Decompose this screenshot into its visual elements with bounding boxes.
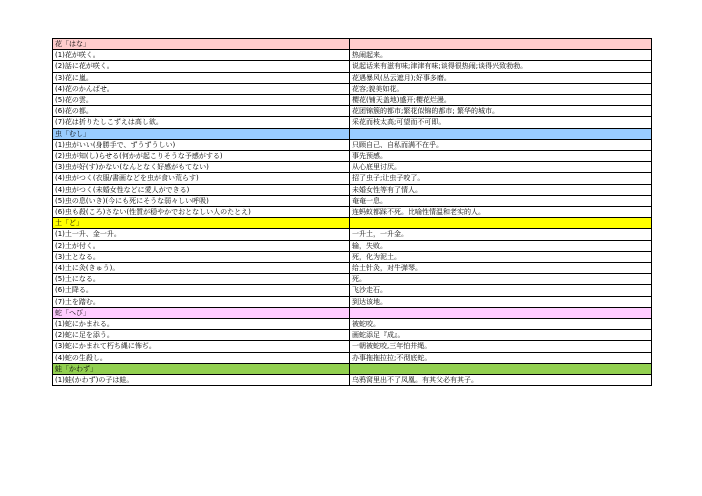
japanese-phrase-cell: (1)虫がいい(身勝手で、ずうずうしい) [53, 139, 350, 150]
table-row [53, 274, 652, 285]
chinese-meaning-cell: 花容;貌美如花。 [350, 83, 652, 94]
table-row [53, 83, 652, 94]
table-row [53, 195, 652, 206]
table-row [53, 296, 652, 307]
chinese-meaning-cell: 连蚂蚁都踩不死。比喻性情温和老实的人。 [350, 207, 652, 218]
section-header-hebi [53, 307, 652, 318]
japanese-phrase-cell: (5)花の雲。 [53, 95, 350, 106]
section-title-blank [350, 363, 652, 374]
japanese-phrase-cell: (4)花のかんばせ。 [53, 83, 350, 94]
japanese-phrase-cell: (7)花は折りたしこずえは高し欲。 [53, 117, 350, 128]
japanese-phrase-cell: (2)土が付く。 [53, 240, 350, 251]
japanese-phrase-cell: (1)蛇にかまれる。 [53, 319, 350, 330]
section-title: 花「はな」 [53, 39, 350, 50]
japanese-phrase-cell: (4)虫がつく(衣服/書画などを虫が食い荒らす) [53, 173, 350, 184]
table-row [53, 61, 652, 72]
chinese-meaning-cell: 飞沙走石。 [350, 285, 652, 296]
japanese-phrase-cell: (5)土になる。 [53, 274, 350, 285]
chinese-meaning-cell: 说起话来有滋有味;津津有味;谈得很热闹;谈得兴致勃勃。 [350, 61, 652, 72]
chinese-meaning-cell: 热闹起来。 [350, 50, 652, 61]
japanese-phrase-cell: (4)虫がつく(未婚女性などに愛人ができる) [53, 184, 350, 195]
table-row [53, 375, 652, 386]
chinese-meaning-cell: 事先预感。 [350, 151, 652, 162]
section-title: 土「ど」 [53, 218, 350, 229]
section-header-hana [53, 39, 652, 50]
table-row [53, 352, 652, 363]
section-header-kawazu [53, 363, 652, 374]
table-row [53, 240, 652, 251]
section-title: 虫「むし」 [53, 128, 350, 139]
japanese-phrase-cell: (2)蛇に足を添う。 [53, 330, 350, 341]
table-row [53, 139, 652, 150]
table-row [53, 263, 652, 274]
table-row [53, 151, 652, 162]
chinese-meaning-cell: 到达该地。 [350, 296, 652, 307]
chinese-meaning-cell: 给土针灸，对牛弹琴。 [350, 263, 652, 274]
table-row [53, 106, 652, 117]
section-header-mushi [53, 128, 652, 139]
japanese-phrase-cell: (3)虫が好(す)かない(なんとなく好感がもてない) [53, 162, 350, 173]
section-title: 蛇「へび」 [53, 307, 350, 318]
table-row [53, 319, 652, 330]
chinese-meaning-cell: 花遇暴风(丛云遮月);好事多磨。 [350, 72, 652, 83]
section-title-blank [350, 39, 652, 50]
section-title: 蛙「かわず」 [53, 363, 350, 374]
table-row [53, 162, 652, 173]
table-row [53, 50, 652, 61]
table-row [53, 117, 652, 128]
japanese-phrase-cell: (1)土一升、金一升。 [53, 229, 350, 240]
section-header-tsuchi [53, 218, 652, 229]
japanese-phrase-cell: (5)虫の息(いき)(今にも死にそうな弱々しい呼吸) [53, 195, 350, 206]
table-row [53, 251, 652, 262]
japanese-phrase-cell: (1)花が咲く。 [53, 50, 350, 61]
table-row [53, 330, 652, 341]
section-title-blank [350, 307, 652, 318]
japanese-phrase-cell: (6)虫も殺(ころ)さない(性質が穏やかでおとなしい人のたとえ) [53, 207, 350, 218]
chinese-meaning-cell: 死。 [350, 274, 652, 285]
idiom-table [52, 38, 652, 386]
section-title-blank [350, 128, 652, 139]
japanese-phrase-cell: (3)花に嵐。 [53, 72, 350, 83]
table-row [53, 72, 652, 83]
chinese-meaning-cell: 奄奄一息。 [350, 195, 652, 206]
table-row [53, 341, 652, 352]
table-row [53, 207, 652, 218]
chinese-meaning-cell: 画蛇添足『成』。 [350, 330, 652, 341]
japanese-phrase-cell: (6)土降る。 [53, 285, 350, 296]
chinese-meaning-cell: 樱花(铺天盖地)盛开;樱花烂漫。 [350, 95, 652, 106]
chinese-meaning-cell: 被蛇咬。 [350, 319, 652, 330]
chinese-meaning-cell: 只顾自己、自私而满不在乎。 [350, 139, 652, 150]
japanese-phrase-cell: (7)土を踏む。 [53, 296, 350, 307]
chinese-meaning-cell: 花团锦簇的都市;繁花似锦的都市; 繁华的城市。 [350, 106, 652, 117]
japanese-phrase-cell: (4)土に灸(きゅう)。 [53, 263, 350, 274]
chinese-meaning-cell: 乌鸦窝里出不了凤凰。有其父必有其子。 [350, 375, 652, 386]
japanese-phrase-cell: (6)花の都。 [53, 106, 350, 117]
chinese-meaning-cell: 一升土，一升金。 [350, 229, 652, 240]
table-row [53, 95, 652, 106]
chinese-meaning-cell: 从心底里讨厌。 [350, 162, 652, 173]
table-row [53, 285, 652, 296]
table-row [53, 173, 652, 184]
japanese-phrase-cell: (3)土となる。 [53, 251, 350, 262]
section-title-blank [350, 218, 652, 229]
chinese-meaning-cell: 死，化为泥土。 [350, 251, 652, 262]
table-row [53, 184, 652, 195]
chinese-meaning-cell: 一朝被蛇咬,三年怕井绳。 [350, 341, 652, 352]
chinese-meaning-cell: 输，失败。 [350, 240, 652, 251]
japanese-phrase-cell: (2)話に花が咲く。 [53, 61, 350, 72]
chinese-meaning-cell: 未婚女性等有了情人。 [350, 184, 652, 195]
chinese-meaning-cell: 采花而枝太高;可望而不可即。 [350, 117, 652, 128]
japanese-phrase-cell: (4)蛇の生殺し。 [53, 352, 350, 363]
chinese-meaning-cell: 办事拖拖拉拉;不彻底蛇。 [350, 352, 652, 363]
table-row [53, 229, 652, 240]
japanese-phrase-cell: (1)蛙(かわず)の子は蛙。 [53, 375, 350, 386]
idiom-table-body [53, 39, 652, 386]
japanese-phrase-cell: (3)蛇にかまれて朽ち縄に怖ぢ。 [53, 341, 350, 352]
chinese-meaning-cell: 招了虫子;让虫子咬了。 [350, 173, 652, 184]
japanese-phrase-cell: (2)虫が知(し)らせる(何かが起こりそうな予感がする) [53, 151, 350, 162]
